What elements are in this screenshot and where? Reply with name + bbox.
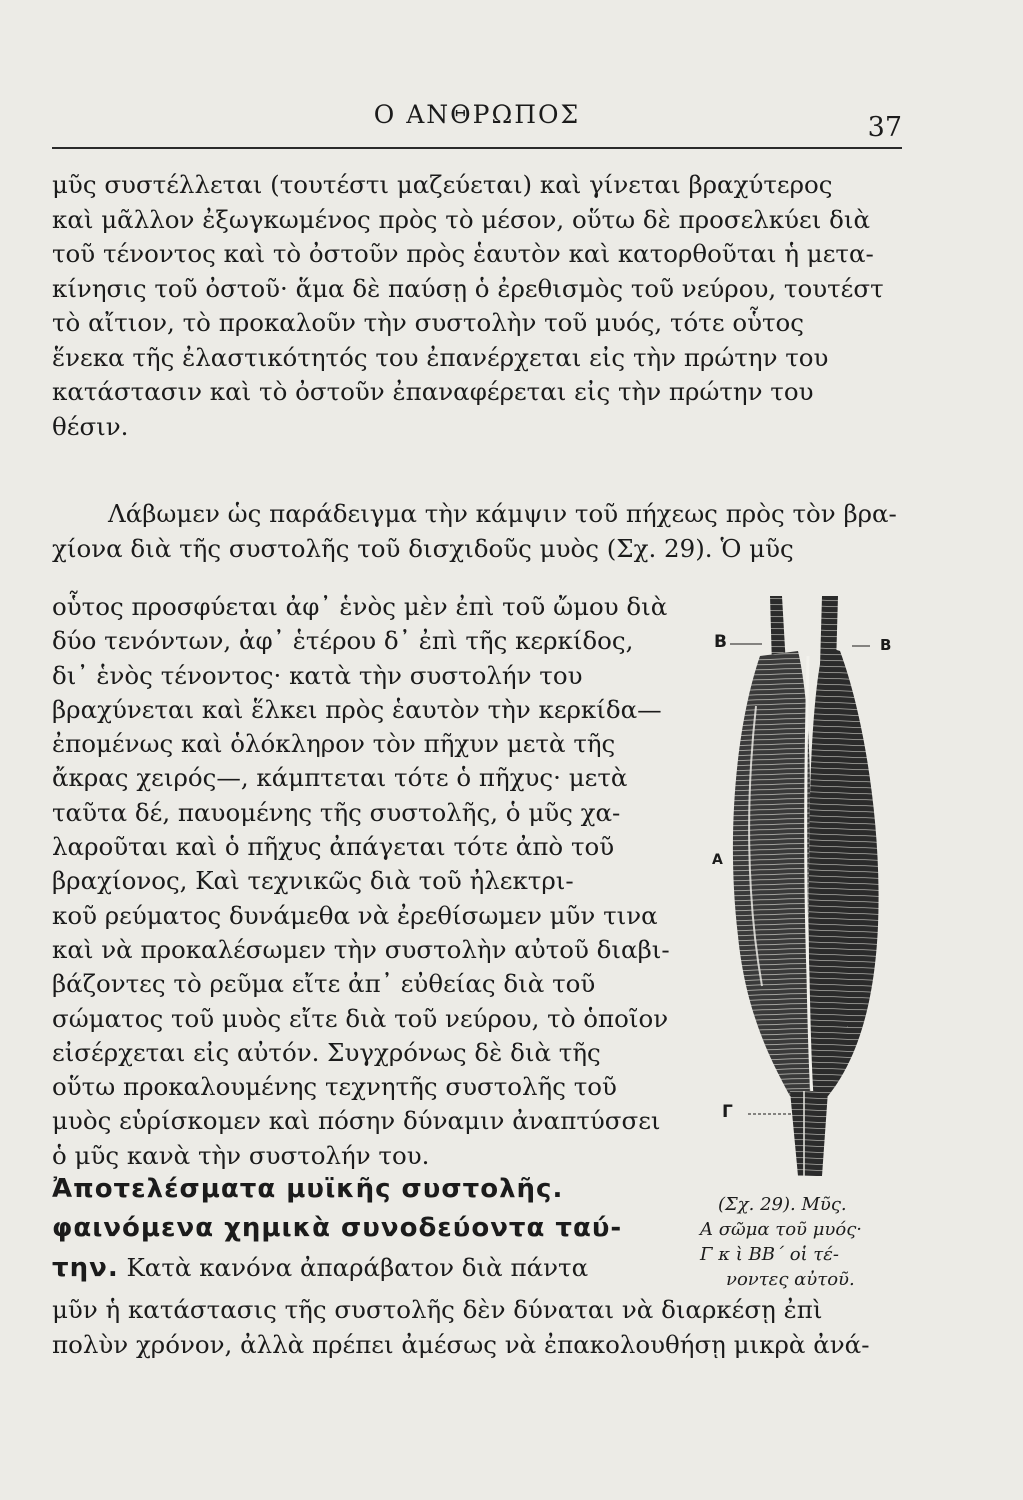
text-line: εἰσέρχεται εἰς αὐτόν. Συγχρόνως δὲ διὰ τῆς (52, 1037, 601, 1067)
text-line: ἕνεκα τῆς ἐλαστικότητός του ἐπανέρχεται εἰς τὴν πρώτην του (52, 342, 829, 372)
text-line: ὁ μῦς κανὰ τὴν συστολήν του. (52, 1140, 430, 1170)
text-line: ταῦτα δέ, παυομένης τῆς συστολῆς, ὁ μῦς χα- (52, 797, 621, 827)
caption-line: Γ κ ὶ ΒΒ΄ οἱ τέ- (700, 1244, 840, 1265)
text-line: μῦς συστέλλεται (τουτέστι μαζεύεται) καὶ γίνεται βραχύτερος (52, 170, 833, 199)
text-line: λαροῦται καὶ ὁ πῆχυς ἀπάγεται τότε ἀπὸ τοῦ (52, 832, 615, 862)
text-line: οὕτω προκαλουμένης τεχνητῆς συστολῆς τοῦ (52, 1072, 617, 1102)
section-heading-block (52, 1170, 692, 1288)
biceps-muscle-illustration (712, 596, 907, 1176)
text-line: καὶ μᾶλλον ἐξωγκωμένος πρὸς τὸ μέσον, οὕτω δὲ προσελκύει διὰ (52, 204, 870, 234)
section-heading-cont: φαινόμενα χημικὰ συνοδεύοντα ταύ- (52, 1213, 623, 1243)
text-line: χίονα διὰ τῆς συστολῆς τοῦ δισχιδοῦς μυὸς (Σχ. 29). Ὁ μῦς (52, 533, 794, 563)
page-number: 37 (867, 112, 902, 143)
text-line (52, 1248, 692, 1288)
text-line: Λάβωμεν ὡς παράδειγμα τὴν κάμψιν τοῦ πήχεως πρὸς τὸν βρα- (108, 499, 897, 528)
figure-caption (700, 1192, 910, 1292)
section-heading: Ἀποτελέσματα μυϊκῆς συστολῆς. (52, 1174, 564, 1204)
text-line: ἄκρας χειρός—, κάμπτεται τότε ὁ πῆχυς· μετὰ (52, 763, 628, 793)
text-line: δι᾽ ἑνὸς τένοντος· κατὰ τὴν συστολήν του (52, 660, 583, 690)
muscle-figure (712, 596, 907, 1176)
paragraph-2-full-lines (52, 497, 905, 566)
text-line: δύο τενόντων, ἀφ᾽ ἑτέρου δ᾽ ἐπὶ τῆς κερκίδος, (52, 626, 634, 656)
text-line: βραχύνεται καὶ ἕλκει πρὸς ἑαυτὸν τὴν κερκίδα— (52, 694, 662, 724)
text-line: τοῦ τένοντος καὶ τὸ ὀστοῦν πρὸς ἑαυτὸν καὶ κατορθοῦται ἡ μετα- (52, 239, 874, 268)
paragraph-1 (52, 168, 905, 444)
text-line: οὗτος προσφύεται ἀφ᾽ ἑνὸς μὲν ἐπὶ τοῦ ὤμου διὰ (52, 592, 668, 621)
text-line: βραχίονος, Καὶ τεχνικῶς διὰ τοῦ ἠλεκτρι- (52, 866, 574, 896)
header-rule (52, 147, 902, 149)
figure-label-g: Γ (722, 1102, 733, 1122)
text-line: πολὺν χρόνον, ἀλλὰ πρέπει ἀμέσως νὰ ἐπακολουθήσῃ μικρὰ ἀνά- (52, 1329, 870, 1359)
section-heading-end: την. (52, 1253, 119, 1283)
text-line: μῦν ἡ κατάστασις τῆς συστολῆς δὲν δύναται νὰ διαρκέσῃ ἐπὶ (52, 1295, 823, 1324)
text-line: καὶ νὰ προκαλέσωμεν τὴν συστολὴν αὐτοῦ διαβι- (52, 934, 670, 964)
paragraph-3 (52, 1293, 905, 1362)
text-line: κοῦ ρεύματος δυνάμεθα νὰ ἐρεθίσωμεν μῦν τινα (52, 900, 658, 930)
text-line: σώματος τοῦ μυὸς εἴτε διὰ τοῦ νεύρου, τὸ ὁποῖον (52, 1003, 669, 1033)
text-line: κίνησις τοῦ ὀστοῦ· ἅμα δὲ παύσῃ ὁ ἐρεθισμὸς τοῦ νεύρου, τουτέστ (52, 273, 884, 303)
caption-line: νοντες αὐτοῦ. (726, 1269, 855, 1290)
text-line: τὸ αἴτιον, τὸ προκαλοῦν τὴν συστολὴν τοῦ μυός, τότε οὗτος (52, 308, 804, 337)
running-title: Ο ΑΝΘΡΩΠΟΣ (373, 100, 581, 129)
figure-label-b-prime: B (880, 636, 892, 654)
caption-line: (Σχ. 29). Μῦς. (718, 1194, 847, 1215)
text-line: θέσιν. (52, 411, 129, 441)
figure-label-a: Α (712, 852, 723, 868)
paragraph-2-wrapped (52, 590, 692, 1173)
text-line: κατάστασιν καὶ τὸ ὀστοῦν ἐπαναφέρεται εἰς τὴν πρώτην του (52, 377, 814, 406)
caption-line: Α σῶμα τοῦ μυός· (700, 1219, 862, 1240)
text-line: μυὸς εὑρίσκομεν καὶ πόσην δύναμιν ἀναπτύσσει (52, 1106, 661, 1136)
figure-label-b: B (714, 632, 727, 652)
text-line: βάζοντες τὸ ρεῦμα εἴτε ἀπ᾽ εὐθείας διὰ τοῦ (52, 969, 596, 999)
text-run: Κατὰ κανόνα ἀπαράβατον διὰ πάντα (118, 1253, 589, 1282)
running-head (52, 100, 902, 143)
text-line: ἐπομένως καὶ ὁλόκληρον τὸν πῆχυν μετὰ τῆς (52, 729, 616, 759)
